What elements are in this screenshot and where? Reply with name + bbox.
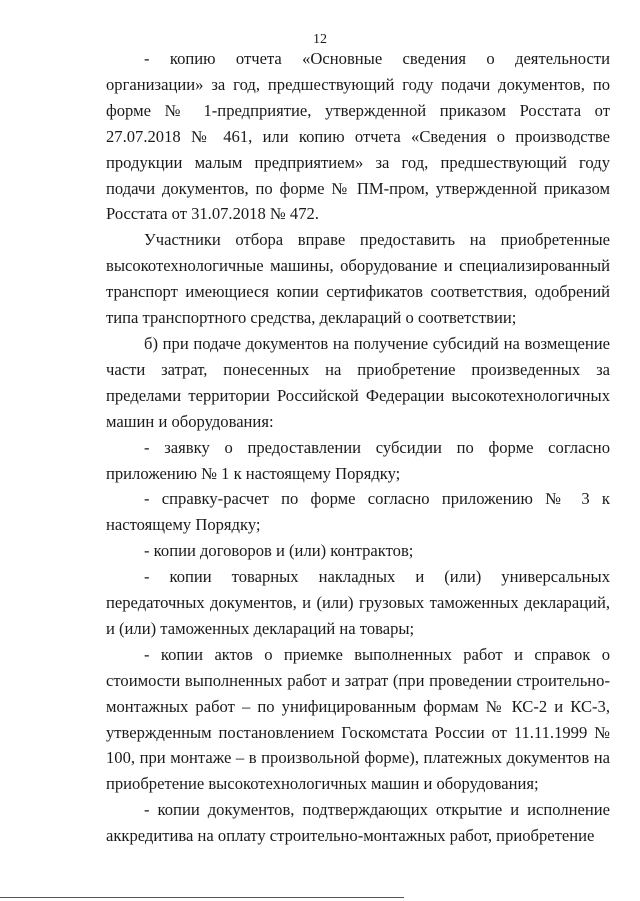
paragraph-subsidy-item-b: б) при подаче документов на получение субсидий на возмещение части затрат, понесенных на приобретение произведенных за пределами территории Российской Федерации высокотехнологичных машин и оборудования: xyxy=(106,333,610,431)
list-item-calculation: - справку-расчет по форме согласно приложению № 3 к настоящему Порядку; xyxy=(106,489,610,535)
paragraph-report-copies: - копию отчета «Основные сведения о деятельности организации» за год, предшествующий году подачи документов, по форме № 1-предприятие, утвержденной приказом Росстата от 27.07.2018 № 461, или копию отчета «Сведения о производстве продукции малым предприятием» за год, предшествующий году подачи документов, по форме № ПМ-пром, утвержденной приказом Росстата от 31.07.2018 № 472. xyxy=(106,49,610,224)
list-item-contracts: - копии договоров и (или) контрактов; xyxy=(144,541,414,561)
list-item-waybills: - копии товарных накладных и (или) универсальных передаточных документов, и (или) грузовых таможенных деклараций, и (или) таможенных деклараций на товары; xyxy=(106,567,610,638)
document-body xyxy=(106,46,610,849)
list-item-letter-of-credit: - копии документов, подтверждающих открытие и исполнение аккредитива на оплату строительно-монтажных работ, приобретение xyxy=(106,800,610,846)
bottom-divider xyxy=(0,897,404,898)
paragraph-participants-certificates: Участники отбора вправе предоставить на приобретенные высокотехнологичные машины, оборудование и специализированный транспорт имеющиеся копии сертификатов соответствия, одобрений типа транспортного средства, деклараций о соответствии; xyxy=(106,230,610,328)
list-item-acceptance-acts: - копии актов о приемке выполненных работ и справок о стоимости выполненных работ и затрат (при проведении строительно-монтажных работ – по унифицированным формам № КС-2 и КС-3, утвержденным постановлением Госкомстата России от 11.11.1999 № 100, при монтаже – в произвольной форме), платежных документов на приобретение высокотехнологичных машин и оборудования; xyxy=(106,644,610,794)
page-number: 12 xyxy=(313,32,327,47)
list-item-application: - заявку о предоставлении субсидии по форме согласно приложению № 1 к настоящему Порядку; xyxy=(106,437,610,483)
